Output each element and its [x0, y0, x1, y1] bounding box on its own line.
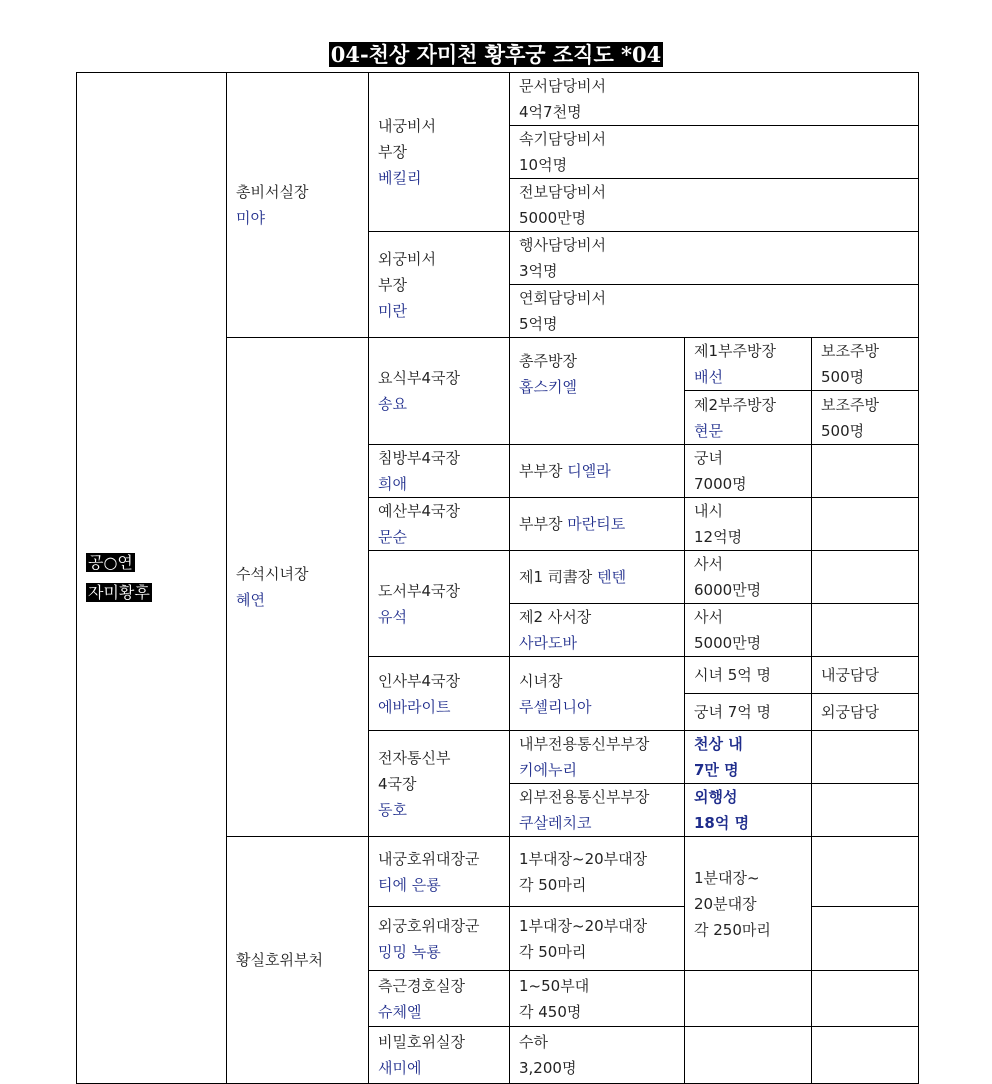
empty-cell [812, 551, 919, 604]
guard-unit-sub: 수하 3,200명 [510, 1027, 685, 1084]
bedroom-director: 침방부4국장 희애 [369, 445, 510, 498]
page-title-wrap [0, 42, 992, 68]
empty-cell [812, 445, 919, 498]
hr-dept: 외궁담당 [812, 694, 919, 731]
telecom-director: 전자통신부 4국장 동호 [369, 731, 510, 837]
attendant-head: 수석시녀장 혜연 [227, 338, 369, 837]
empty-cell [812, 1027, 919, 1084]
guard-unit-title: 비밀호위실장 새미에 [369, 1027, 510, 1084]
inner-item: 문서담당비서 4억7천명 [510, 73, 919, 126]
inner-secretary-name: 베킬리 [378, 169, 422, 187]
empty-cell [685, 971, 812, 1027]
sub-chef: 제1부주방장 배선 [685, 338, 812, 391]
root-name: 공○연 [88, 553, 133, 572]
hr-dept: 내궁담당 [812, 657, 919, 694]
outer-secretary-name: 미란 [378, 301, 407, 320]
empty-cell [812, 971, 919, 1027]
librarian-staff: 사서 5000만명 [685, 604, 812, 657]
telecom-deputy: 내부전용통신부부장 키에누리 [510, 731, 685, 784]
guard-unit-title: 측근경호실장 슈체엘 [369, 971, 510, 1027]
budget-deputy: 부부장 마란티토 [510, 498, 685, 551]
bedroom-deputy: 부부장 디엘라 [510, 445, 685, 498]
outer-secretary: 외궁비서 부장 미란 [369, 232, 510, 338]
root-role: 자미황후 [88, 583, 150, 602]
librarian-chief: 제2 사서장 사라도바 [510, 604, 685, 657]
root-cell [77, 73, 227, 1084]
hr-staff: 시녀 5억 명 [685, 657, 812, 694]
librarian-staff: 사서 6000만명 [685, 551, 812, 604]
assist-kitchen: 보조주방 500명 [812, 338, 919, 391]
librarian-chief: 제1 司書장 텐텐 [510, 551, 685, 604]
budget-director: 예산부4국장 문순 [369, 498, 510, 551]
attendant-head-name: 혜연 [236, 591, 265, 609]
head-chef: 총주방장 홉스키엘 [510, 338, 685, 445]
empty-cell [685, 1027, 812, 1084]
empty-cell [812, 907, 919, 971]
empty-cell [812, 498, 919, 551]
empty-cell [812, 604, 919, 657]
guard-squad: 1분대장~ 20분대장 각 250마리 [685, 837, 812, 971]
telecom-deputy: 외부전용통신부부장 쿠살레치코 [510, 784, 685, 837]
kitchen-director: 요식부4국장 송요 [369, 338, 510, 445]
secretary-head-name: 미야 [236, 209, 265, 227]
guard-unit-title: 내궁호위대장군 티에 은룡 [369, 837, 510, 907]
hr-director: 인사부4국장 에바라이트 [369, 657, 510, 731]
hr-staff: 궁녀 7억 명 [685, 694, 812, 731]
page-title: 04-천상 자미천 황후궁 조직도 *04 [330, 42, 662, 67]
assist-kitchen: 보조주방 500명 [812, 391, 919, 445]
guard-unit-sub: 1~50부대 각 450명 [510, 971, 685, 1027]
secretary-head: 총비서실장 미야 [227, 73, 369, 338]
empty-cell [812, 837, 919, 907]
guard-unit-sub: 1부대장~20부대장 각 50마리 [510, 907, 685, 971]
guard-head: 황실호위부처 [227, 837, 369, 1084]
org-chart-table [76, 72, 919, 1084]
inner-item: 전보담당비서 5000만명 [510, 179, 919, 232]
bedroom-staff: 궁녀 7000명 [685, 445, 812, 498]
guard-unit-title: 외궁호위대장군 밍밍 녹룡 [369, 907, 510, 971]
hr-lead: 시녀장 루셀리니아 [510, 657, 685, 731]
outer-item: 연회담당비서 5억명 [510, 285, 919, 338]
outer-item: 행사담당비서 3억명 [510, 232, 919, 285]
guard-unit-sub: 1부대장~20부대장 각 50마리 [510, 837, 685, 907]
sub-chef: 제2부주방장 현문 [685, 391, 812, 445]
inner-item: 속기담당비서 10억명 [510, 126, 919, 179]
inner-secretary: 내궁비서 부장 베킬리 [369, 73, 510, 232]
telecom-scope: 천상 내 7만 명 [685, 731, 812, 784]
telecom-scope: 외행성 18억 명 [685, 784, 812, 837]
budget-staff: 내시 12억명 [685, 498, 812, 551]
empty-cell [812, 784, 919, 837]
empty-cell [812, 731, 919, 784]
library-director: 도서부4국장 유석 [369, 551, 510, 657]
